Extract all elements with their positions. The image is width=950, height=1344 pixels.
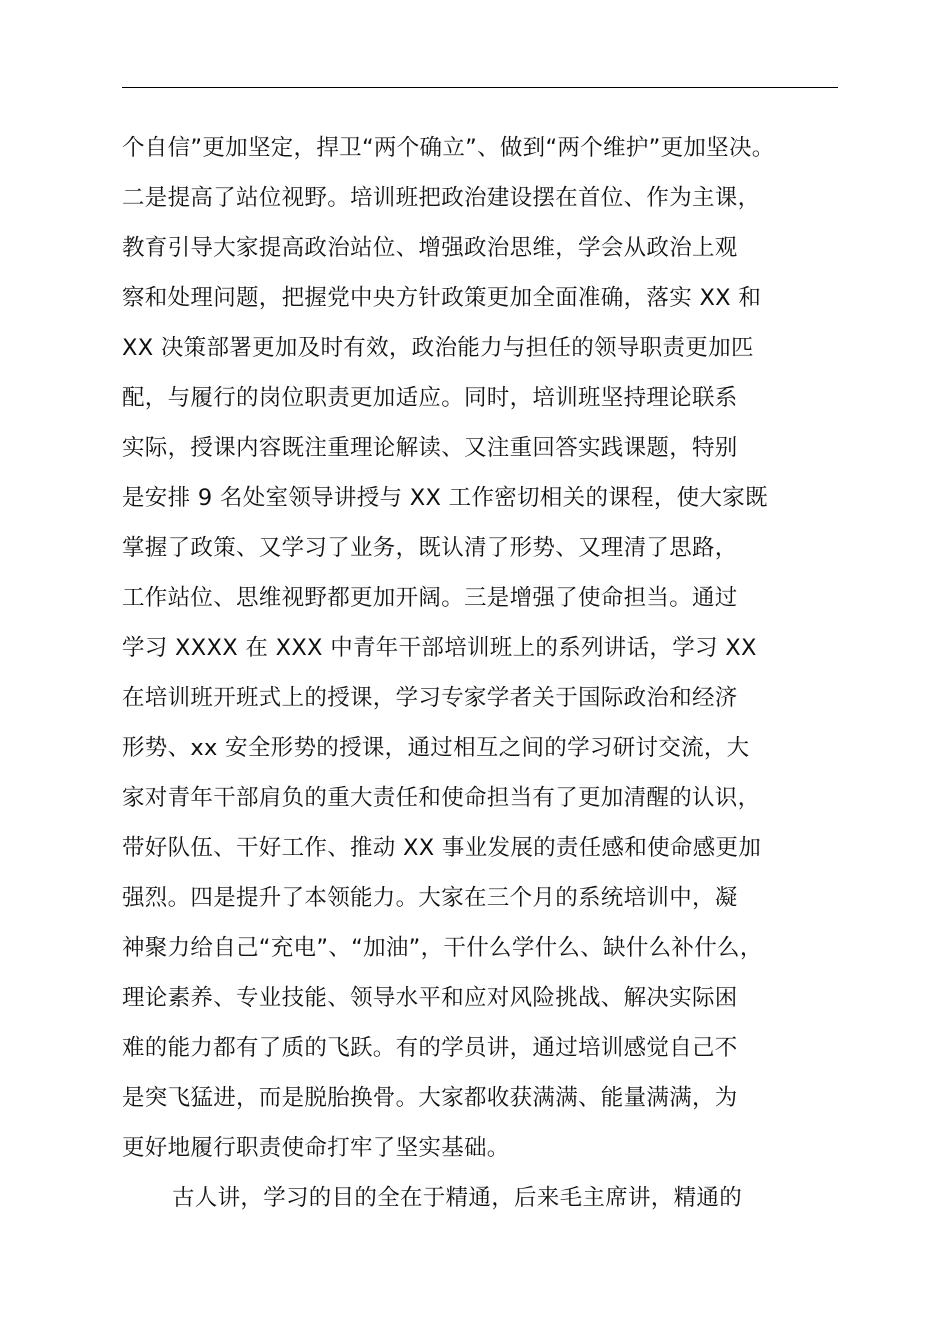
text-line: 理论素养、专业技能、领导水平和应对风险挑战、解决实际困 (122, 985, 738, 1011)
text-line: 掌握了政策、又学习了业务，既认清了形势、又理清了思路， (122, 535, 738, 561)
text-line: 学习 XXXX 在 XXX 中青年干部培训班上的系列讲话，学习 XX (122, 635, 757, 661)
text-line: 神聚力给自己“充电”、“加油”，干什么学什么、缺什么补什么， (122, 935, 763, 961)
header-rule (122, 87, 838, 88)
text-line: 形势、xx 安全形势的授课，通过相互之间的学习研讨交流，大 (122, 735, 750, 761)
paragraph-first-line: 古人讲，学习的目的全在于精通，后来毛主席讲，精通的 (172, 1185, 743, 1211)
text-line: 更好地履行职责使命打牢了坚实基础。 (122, 1135, 510, 1161)
text-line: 配，与履行的岗位职责更加适应。同时，培训班坚持理论联系 (122, 385, 738, 411)
document-body (122, 123, 862, 1223)
text-line: 家对青年干部肩负的重大责任和使命担当有了更加清醒的认识， (122, 785, 761, 811)
text-line: 实际，授课内容既注重理论解读、又注重回答实践课题，特别 (122, 435, 738, 461)
text-line: 察和处理问题，把握党中央方针政策更加全面准确，落实 XX 和 (122, 285, 762, 311)
text-line: 二是提高了站位视野。培训班把政治建设摆在首位、作为主课， (122, 185, 761, 211)
text-line: 是突飞猛进，而是脱胎换骨。大家都收获满满、能量满满，为 (122, 1085, 738, 1111)
text-line: 难的能力都有了质的飞跃。有的学员讲，通过培训感觉自己不 (122, 1035, 738, 1061)
text-line: 工作站位、思维视野都更加开阔。三是增强了使命担当。通过 (122, 585, 738, 611)
text-line: 教育引导大家提高政治站位、增强政治思维，学会从政治上观 (122, 235, 738, 261)
text-line: 个自信”更加坚定，捍卫“两个确立”、做到“两个维护”更加坚决。 (122, 135, 775, 161)
text-line: 是安排 9 名处室领导讲授与 XX 工作密切相关的课程，使大家既 (122, 485, 768, 511)
text-line: 在培训班开班式上的授课，学习专家学者关于国际政治和经济 (122, 685, 738, 711)
text-line: 强烈。四是提升了本领能力。大家在三个月的系统培训中，凝 (122, 885, 738, 911)
text-line: XX 决策部署更加及时有效，政治能力与担任的领导职责更加匹 (122, 335, 754, 361)
text-line: 带好队伍、干好工作、推动 XX 事业发展的责任感和使命感更加 (122, 835, 762, 861)
